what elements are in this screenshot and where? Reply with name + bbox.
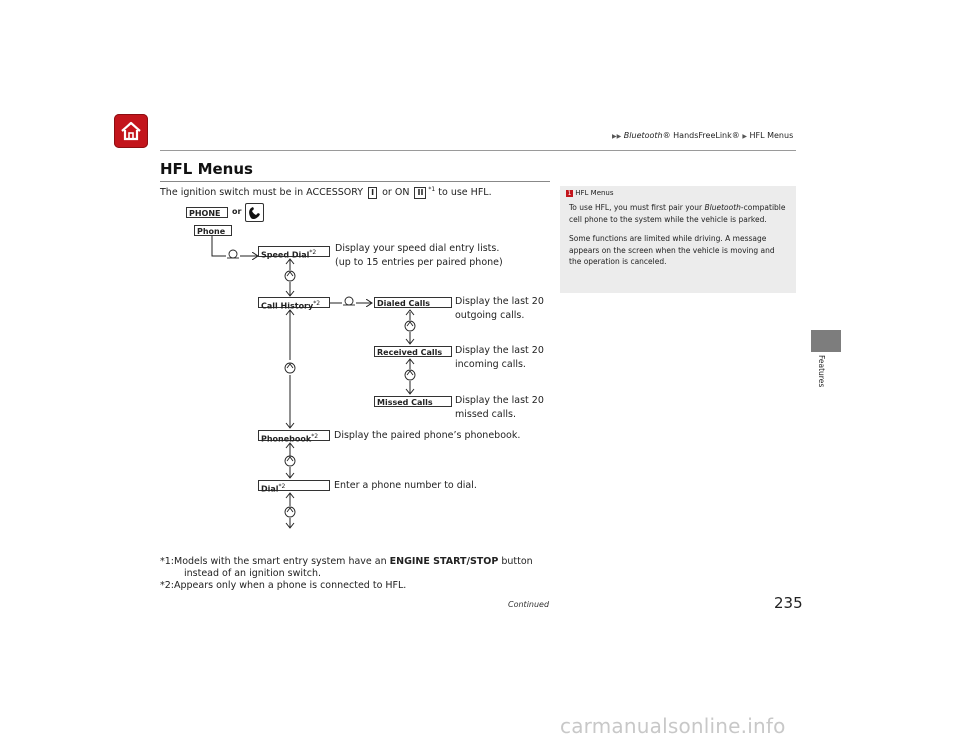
footnotes: *1:Models with the smart entry system have an ENGINE START/STOP button instead of an ignition switch. *2:Appears only when a phone is connected to HFL. bbox=[160, 556, 533, 591]
continued-label: Continued bbox=[508, 600, 550, 609]
knob-push-icon bbox=[343, 297, 355, 305]
knob-rotate-icon bbox=[405, 321, 415, 331]
sidenote-heading: 1 HFL Menus bbox=[567, 189, 614, 197]
accessory-key: I bbox=[368, 187, 377, 199]
dialed-calls-menu[interactable]: Dialed Calls bbox=[374, 297, 452, 308]
phone-button[interactable]: PHONE bbox=[186, 207, 228, 218]
phonebook-menu[interactable]: Phonebook$^{*2}$ bbox=[258, 430, 330, 441]
call-history-menu[interactable]: Call History$^{*2}$ bbox=[258, 297, 330, 308]
dial-menu[interactable]: Dial$^{*2}$ bbox=[258, 480, 330, 491]
received-calls-desc: Display the last 20 incoming calls. bbox=[455, 345, 544, 370]
phone-menu[interactable]: Phone bbox=[194, 225, 232, 236]
breadcrumb-current: HFL Menus bbox=[749, 131, 794, 140]
breadcrumb-bluetooth[interactable]: Bluetooth bbox=[623, 131, 663, 140]
received-calls-menu[interactable]: Received Calls bbox=[374, 346, 452, 357]
dial-desc: Enter a phone number to dial. bbox=[334, 480, 477, 491]
page-title: HFL Menus bbox=[160, 160, 253, 178]
knob-rotate-icon bbox=[285, 363, 295, 373]
knob-rotate-icon bbox=[285, 507, 295, 517]
or-label: or bbox=[232, 207, 242, 216]
speed-dial-desc: Display your speed dial entry lists. (up to 15 entries per paired phone) bbox=[335, 243, 503, 268]
on-key: II bbox=[414, 187, 426, 199]
knob-rotate-icon bbox=[285, 456, 295, 466]
note-marker-icon: 1 bbox=[567, 190, 572, 197]
missed-calls-desc: Display the last 20 missed calls. bbox=[455, 395, 544, 420]
watermark: carmanualsonline.info bbox=[560, 714, 786, 738]
missed-calls-menu[interactable]: Missed Calls bbox=[374, 396, 452, 407]
phone-pickup-button[interactable] bbox=[245, 203, 264, 222]
phone-handset-icon bbox=[246, 204, 263, 221]
section-tab-label[interactable]: Features bbox=[817, 355, 826, 388]
intro-text: The ignition switch must be in ACCESSORY I or ON II $^{*1}$ to use HFL. bbox=[160, 186, 492, 199]
breadcrumb: ▶▶ Bluetooth® HandsFreeLink® ▶ HFL Menus bbox=[612, 131, 794, 140]
selector-knob-icons bbox=[227, 250, 415, 517]
breadcrumb-arrow-icon: ▶▶ bbox=[612, 133, 622, 140]
phonebook-desc: Display the paired phone’s phonebook. bbox=[334, 430, 521, 441]
speed-dial-menu[interactable]: Speed Dial$^{*2}$ bbox=[258, 246, 330, 257]
dialed-calls-desc: Display the last 20 outgoing calls. bbox=[455, 296, 544, 321]
page-number: 235 bbox=[774, 594, 803, 612]
section-tab-marker bbox=[811, 330, 841, 352]
sidenote-body: To use HFL, you must first pair your Bluetooth-compatible cell phone to the system while the vehicle is parked. Some functions are limited while driving. A message appears on the screen when the vehicle is moving and the operation is canceled. bbox=[569, 203, 786, 266]
breadcrumb-handsfreelink[interactable]: HandsFreeLink® bbox=[670, 131, 740, 140]
knob-rotate-icon bbox=[405, 370, 415, 380]
knob-push-icon bbox=[227, 250, 239, 258]
breadcrumb-arrow-icon: ▶ bbox=[742, 133, 747, 140]
knob-rotate-icon bbox=[285, 271, 295, 281]
